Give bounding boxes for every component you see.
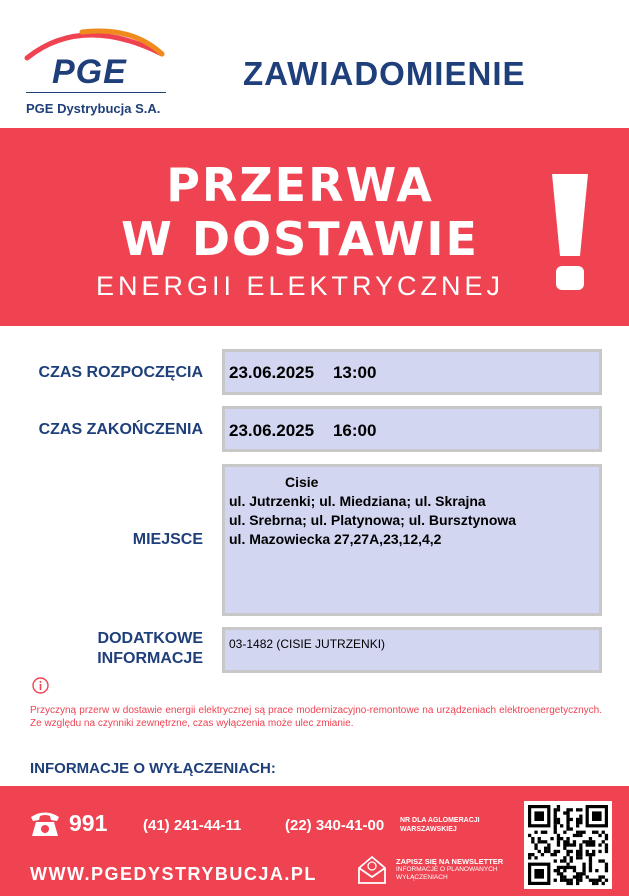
extra-info-label-line2: INFORMACJE xyxy=(97,650,203,667)
extra-info-label-line1: DODATKOWE xyxy=(97,630,203,647)
extra-info-label xyxy=(97,629,203,669)
place-streets-3: ul. Mazowiecka 27,27A,23,12,4,2 xyxy=(229,531,442,547)
extra-info-value: 03-1482 (CISIE JUTRZENKI) xyxy=(229,637,386,651)
newsletter-title: ZAPISZ SIĘ NA NEWSLETTER xyxy=(396,857,504,866)
outage-notice: Przyczyną przerw w dostawie energii elektrycznej są prace modernizacyjno-remontowe na urządzeniach elektroenergetycznych. Ze względu na czynniki zewnętrzne, czas wyłączenia może ulec zmianie. xyxy=(30,705,602,729)
place-locality: Cisie xyxy=(285,474,319,490)
end-time-value: 23.06.2025 16:00 xyxy=(229,421,377,440)
document-title: ZAWIADOMIENIE xyxy=(243,55,526,92)
website-link[interactable]: WWW.PGEDYSTRYBUCJA.PL xyxy=(30,864,317,884)
qr-code[interactable] xyxy=(524,801,612,889)
banner-headline-1: PRZERWA xyxy=(166,158,434,212)
phone-number-2: (22) 340-41-00 xyxy=(285,817,385,834)
newsletter-subtitle: INFORMACJE O PLANOWANYCH WYŁĄCZENIACH xyxy=(396,866,498,881)
qr-code-icon xyxy=(524,801,612,889)
place-label: MIEJSCE xyxy=(132,531,203,548)
extra-info-field xyxy=(222,627,602,673)
phone-icon xyxy=(29,808,61,838)
outage-info-heading: INFORMACJE O WYŁĄCZENIACH: xyxy=(30,760,276,777)
end-time-field xyxy=(222,406,602,452)
place-streets-1: ul. Jutrzenki; ul. Miedziana; ul. Skrajna xyxy=(229,493,486,509)
start-time-field xyxy=(222,349,602,395)
start-time-label: CZAS ROZPOCZĘCIA xyxy=(38,364,203,381)
newsletter-signup[interactable] xyxy=(396,858,516,882)
banner-subheadline: ENERGII ELEKTRYCZNEJ xyxy=(95,271,505,301)
place-value xyxy=(229,473,516,549)
start-time-value: 23.06.2025 13:00 xyxy=(229,363,377,382)
banner-headline-2: W DOSTAWIE xyxy=(121,212,479,266)
phone-number-2-note: NR DLA AGLOMERACJI WARSZAWSKIEJ xyxy=(400,817,480,833)
info-icon xyxy=(32,677,49,694)
end-time-label: CZAS ZAKOŃCZENIA xyxy=(38,421,203,438)
place-field xyxy=(222,464,602,616)
logo-divider xyxy=(26,92,166,93)
place-streets-2: ul. Srebrna; ul. Platynowa; ul. Bursztynowa xyxy=(229,512,517,528)
company-name: PGE Dystrybucja S.A. xyxy=(26,101,161,116)
exclamation-icon xyxy=(548,174,592,294)
contact-footer xyxy=(0,786,629,896)
newsletter-mail-icon xyxy=(357,855,387,885)
emergency-number: 991 xyxy=(69,810,108,836)
pge-logo xyxy=(22,20,172,120)
outage-banner xyxy=(0,128,629,326)
phone-number-1: (41) 241-44-11 xyxy=(143,817,242,834)
logo-wordmark: PGE xyxy=(52,53,127,91)
